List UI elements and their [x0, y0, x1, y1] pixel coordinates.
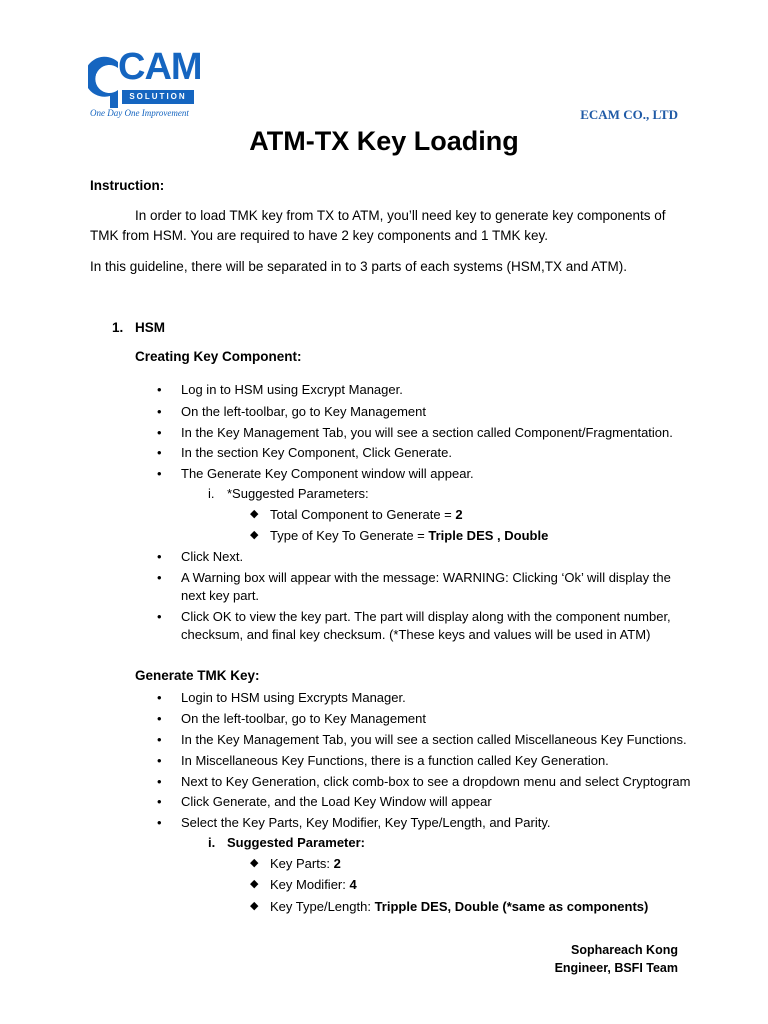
company-name: ECAM CO., LTD — [580, 107, 678, 122]
suggested-num: i. — [208, 835, 216, 850]
creating-heading: Creating Key Component: — [135, 349, 302, 364]
section-number: 1. — [112, 320, 124, 335]
list-item: • On the left-toolbar, go to Key Management — [157, 711, 426, 726]
list-item: • In the section Key Component, Click Generate. — [157, 445, 452, 460]
generate-heading: Generate TMK Key: — [135, 668, 260, 683]
param-item: ◆ Key Parts: 2 — [250, 856, 341, 871]
guideline-paragraph: In this guideline, there will be separated in to 3 parts of each systems (HSM,TX and ATM). — [90, 259, 627, 274]
list-item: • Click OK to view the key part. The part will display along with the component number, checksum, and final key checksum. (*These keys and values will be used in ATM) — [157, 609, 671, 642]
instruction-label: Instruction: — [90, 178, 165, 193]
list-item: • Click Generate, and the Load Key Window will appear — [157, 794, 492, 809]
list-item: • Select the Key Parts, Key Modifier, Key Type/Length, and Parity. — [157, 815, 551, 830]
logo-subtitle: SOLUTION — [122, 90, 194, 104]
intro-paragraph: In order to load TMK key from TX to ATM, you’ll need key to generate key components of TMK from HSM. You are required to have 2 key components and 1 TMK key. — [90, 208, 666, 243]
param-item: ◆ Total Component to Generate = 2 — [250, 507, 463, 522]
logo-tagline: One Day One Improvement — [90, 108, 189, 118]
list-item: • The Generate Key Component window will appear. — [157, 466, 474, 481]
param-item: ◆ Key Type/Length: Tripple DES, Double (*same as components) — [250, 899, 649, 914]
param-item: ◆ Key Modifier: 4 — [250, 877, 357, 892]
list-item: • In the Key Management Tab, you will see a section called Component/Fragmentation. — [157, 425, 673, 440]
suggested-num: i. — [208, 486, 215, 501]
section-title: HSM — [135, 320, 165, 335]
logo-e-mark — [88, 46, 120, 110]
suggested-label: *Suggested Parameters: — [227, 486, 369, 501]
list-item: • On the left-toolbar, go to Key Management — [157, 404, 426, 419]
list-item: • Login to HSM using Excrypts Manager. — [157, 690, 406, 705]
param-item: ◆ Type of Key To Generate = Triple DES , Double — [250, 528, 549, 543]
list-item: • Log in to HSM using Excrypt Manager. — [157, 382, 403, 397]
company-logo — [88, 44, 200, 120]
list-item: • In Miscellaneous Key Functions, there is a function called Key Generation. — [157, 753, 609, 768]
signature-role: Engineer, BSFI Team — [554, 961, 678, 975]
list-item: • Next to Key Generation, click comb-box to see a dropdown menu and select Cryptogram — [157, 774, 691, 789]
page-title: ATM-TX Key Loading — [249, 126, 519, 156]
suggested-label: Suggested Parameter: — [227, 835, 365, 850]
list-item: • A Warning box will appear with the message: WARNING: Clicking ‘Ok’ will display the next key part. — [157, 570, 671, 603]
signature-name: Sophareach Kong — [571, 943, 678, 957]
list-item: • Click Next. — [157, 549, 244, 564]
logo-name: CAM — [118, 46, 202, 88]
list-item: • In the Key Management Tab, you will see a section called Miscellaneous Key Functions. — [157, 732, 687, 747]
